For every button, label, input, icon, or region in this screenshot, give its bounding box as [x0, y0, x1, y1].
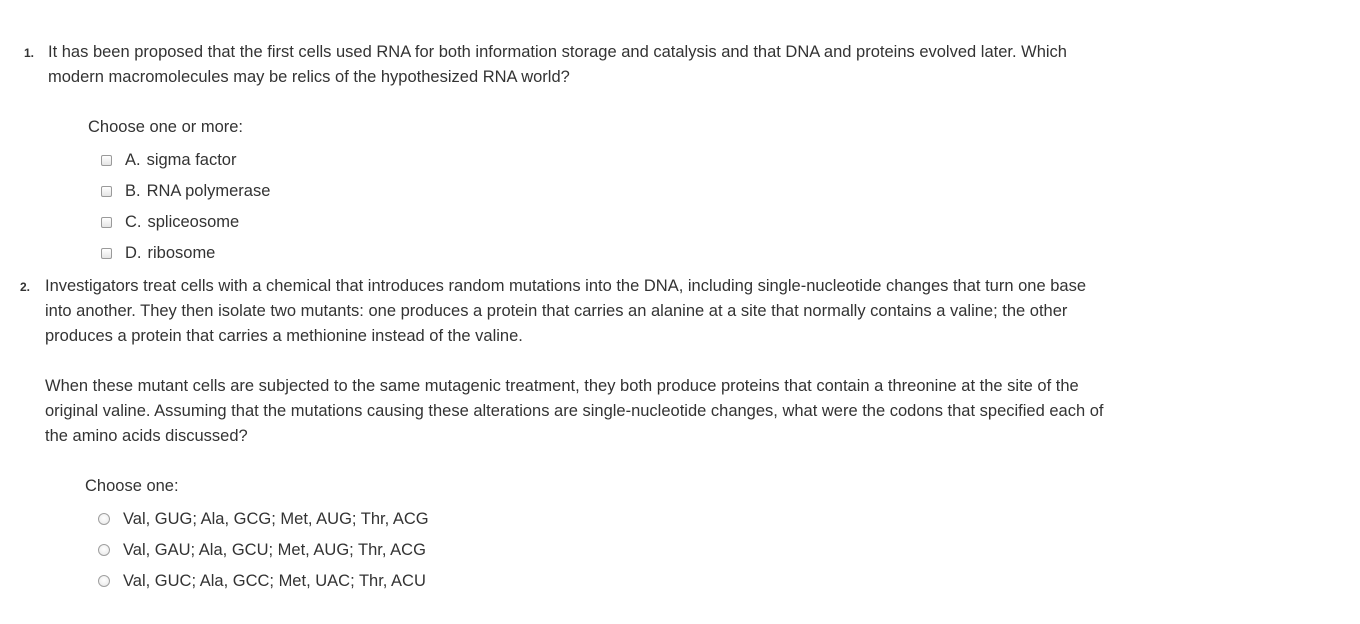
answer-option-1[interactable] [98, 507, 429, 531]
option-label: Val, GAU; Ala, GCU; Met, AUG; Thr, ACG [123, 540, 426, 559]
option-label: Val, GUG; Ala, GCG; Met, AUG; Thr, ACG [123, 509, 429, 528]
option-label: spliceosome [147, 212, 240, 231]
answer-option-2[interactable] [98, 538, 426, 562]
answer-option-b[interactable] [101, 179, 270, 203]
checkbox[interactable] [101, 248, 112, 259]
checkbox[interactable] [101, 155, 112, 166]
radio-button[interactable] [98, 513, 110, 525]
choose-prompt: Choose one or more: [88, 118, 244, 136]
radio-button[interactable] [98, 544, 110, 556]
option-label: RNA polymerase [146, 181, 271, 200]
answer-option-3[interactable] [98, 569, 426, 593]
option-letter: A. [125, 150, 141, 169]
option-label: sigma factor [146, 150, 237, 169]
choose-prompt: Choose one: [85, 477, 179, 495]
question-number: 2. [20, 280, 31, 294]
option-letter: B. [125, 181, 141, 200]
question-paragraph: Investigators treat cells with a chemical that introduces random mutations into the DNA, including single-nucleotide changes that turn one base into another. They then isolate two mutants: one produces a protein that carries an alanine at a site that normally contains a valine; the other produces a protein that carries a methionine instead of the valine. [45, 277, 1086, 345]
answer-option-d[interactable] [101, 241, 215, 265]
option-label: Val, GUC; Ala, GCC; Met, UAC; Thr, ACU [123, 571, 426, 590]
option-letter: D. [125, 243, 142, 262]
question-paragraph: It has been proposed that the first cells used RNA for both information storage and catalysis and that DNA and proteins evolved later. Which modern macromolecules may be relics of the hypothesized RNA world? [48, 43, 1067, 86]
checkbox[interactable] [101, 186, 112, 197]
answer-option-c[interactable] [101, 210, 239, 234]
radio-button[interactable] [98, 575, 110, 587]
question-number: 1. [24, 46, 35, 60]
answer-option-a[interactable] [101, 148, 236, 172]
option-letter: C. [125, 212, 142, 231]
question-paragraph: When these mutant cells are subjected to the same mutagenic treatment, they both produce proteins that contain a threonine at the site of the original valine. Assuming that the mutations causing these alterations are single-nucleotide changes, what were the codons that specified each of the amino acids discussed? [45, 377, 1104, 445]
checkbox[interactable] [101, 217, 112, 228]
question-text [48, 40, 1108, 90]
option-label: ribosome [147, 243, 216, 262]
question-text [45, 274, 1115, 449]
